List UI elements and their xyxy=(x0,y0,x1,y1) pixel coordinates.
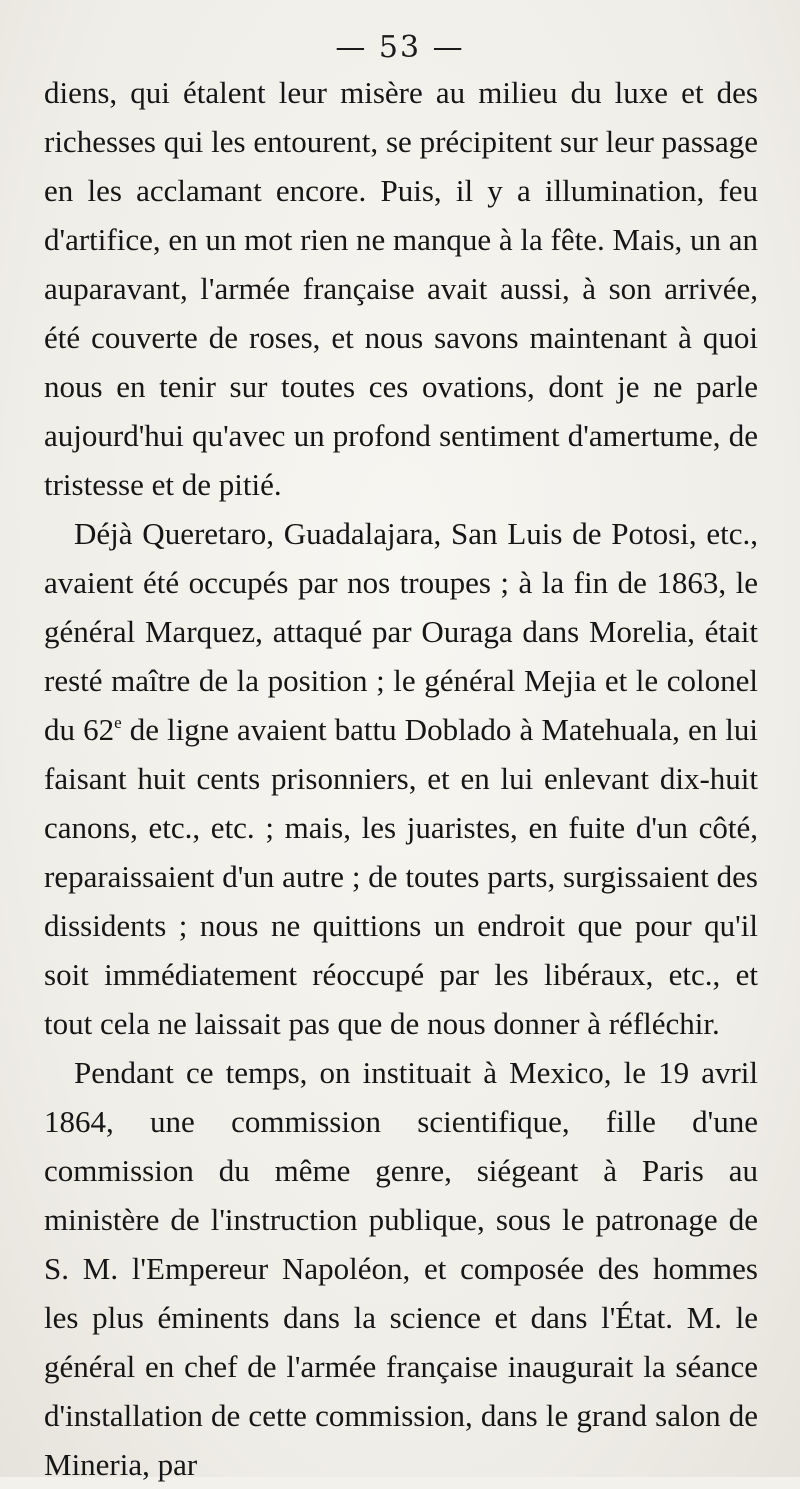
paragraph-2-text: Déjà Queretaro, Guadalajara, San Luis de Potosi, etc., avaient été occupés par nos troupes ; à la fin de 1863, le général Marquez, attaqué par Ouraga dans Morelia, était resté maître de la position ; le général Mejia et le colonel du 62 xyxy=(44,516,758,747)
page-number: — 53 — xyxy=(335,30,465,65)
body-text xyxy=(44,68,758,1489)
paragraph-3: Pendant ce temps, on instituait à Mexico, le 19 avril 1864, une commission scientifique, fille d'une commission du même genre, siégeant à Paris au ministère de l'instruction publique, sous le patronage de S. M. l'Empereur Napoléon, et composée des hommes les plus éminents dans la science et dans l'État. M. le général en chef de l'armée française inaugurait la séance d'installation de cette commission, dans le grand salon de Mineria, par xyxy=(44,1055,758,1482)
paragraph-2-text-continued: de ligne avaient battu Doblado à Matehuala, en lui faisant huit cents prisonniers, et en lui enlevant dix-huit canons, etc., etc. ; mais, les juaristes, en fuite d'un côté, reparaissaient d'un autre ; de toutes parts, surgissaient des dissidents ; nous ne quittions un endroit que pour qu'il soit immédiatement réoccupé par les libéraux, etc., et tout cela ne laissait pas que de nous donner à réfléchir. xyxy=(44,712,759,1041)
ordinal-superscript: e xyxy=(114,713,122,732)
paragraph-1: diens, qui étalent leur misère au milieu du luxe et des richesses qui les entourent, se précipitent sur leur passage en les acclamant encore. Puis, il y a illumination, feu d'artifice, en un mot rien ne manque à la fête. Mais, un an auparavant, l'armée française avait aussi, à son arrivée, été couverte de roses, et nous savons maintenant à quoi nous en tenir sur toutes ces ovations, dont je ne parle aujourd'hui qu'avec un profond sentiment d'amertume, de tristesse et de pitié. xyxy=(44,75,759,502)
paragraph-2 xyxy=(44,509,758,1048)
